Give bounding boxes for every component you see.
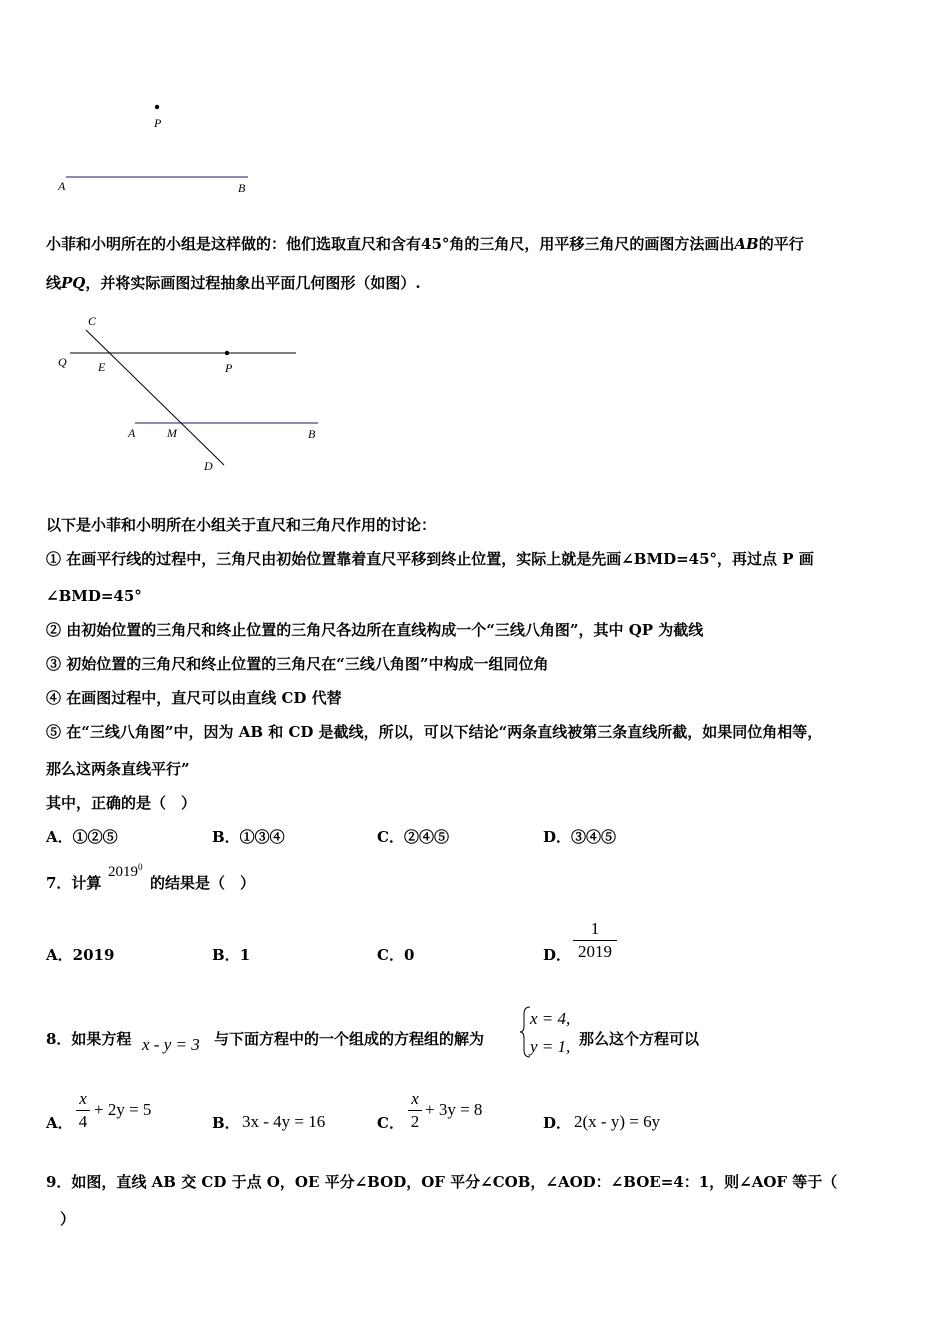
label-b2: B — [308, 427, 316, 441]
q8-system-line-2: y = 1, — [530, 1037, 571, 1056]
intro-text-2-end: ，并将实际画图过程抽象出平面几何图形（如图）. — [85, 274, 421, 292]
q7-option-c-text: 0 — [403, 946, 415, 964]
q6-option-d[interactable]: D．③④⑤ — [543, 828, 617, 846]
intro-ab: AB — [734, 235, 759, 253]
q7-option-b[interactable] — [212, 945, 250, 965]
q7-stem-end: 的结果是（ ） — [150, 874, 256, 892]
q8-stem-end: 那么这个方程可以 — [579, 1030, 700, 1048]
q7-option-b-text: 1 — [239, 946, 251, 964]
label-m: M — [167, 426, 177, 440]
question-6-prompt: 其中，正确的是（ ） — [46, 794, 197, 812]
figure-2-drawing — [0, 0, 950, 500]
q7-option-c[interactable] — [377, 945, 414, 965]
label-a: A — [58, 179, 66, 193]
label-a2: A — [128, 426, 136, 440]
q7-fraction-denominator: 2019 — [573, 940, 617, 963]
q8-system-line-1: x = 4, — [530, 1009, 571, 1028]
label-b: B — [238, 181, 246, 195]
label-p: P — [154, 116, 162, 130]
statement-3: ③ 初始位置的三角尺和终止位置的三角尺在“三线八角图”中构成一组同位角 — [46, 655, 549, 673]
q7-expression — [108, 862, 143, 881]
q6-option-b[interactable]: B．①③④ — [212, 828, 285, 846]
q7-fraction-numerator: 1 — [590, 919, 600, 938]
statement-4: ④ 在画图过程中，直尺可以由直线 CD 代替 — [46, 689, 342, 707]
q8-option-b-label[interactable]: B． — [212, 1114, 240, 1132]
label-e: E — [98, 360, 106, 374]
q8-option-a-rest[interactable]: + 2y = 5 — [94, 1100, 152, 1119]
label-d: D — [204, 459, 213, 473]
q7-option-a-label: A． — [46, 946, 73, 964]
q7-option-d-fraction[interactable] — [573, 918, 617, 963]
q8-option-d-text[interactable]: 2(x - y) = 6y — [574, 1112, 661, 1131]
q8-equation: x - y = 3 — [142, 1035, 200, 1054]
statement-1-line-1: ① 在画平行线的过程中，三角尺由初始位置靠着直尺平移到终止位置，实际上就是先画∠BMD=45°，再过点 P 画 — [46, 550, 814, 568]
q7-expr-exp: 0 — [138, 862, 143, 872]
q8-option-c-rest[interactable]: + 3y = 8 — [425, 1100, 483, 1119]
intro-text-1-end: 的平行 — [758, 235, 804, 253]
q6-option-c[interactable]: C．②④⑤ — [377, 828, 449, 846]
q8-option-a-label[interactable]: A． — [46, 1114, 73, 1132]
intro-text-2: 线 — [46, 274, 62, 292]
q7-stem-start: 7．计算 — [46, 874, 102, 892]
label-q: Q — [58, 355, 67, 369]
statement-1-line-2: ∠BMD=45° — [46, 587, 142, 605]
q7-option-c-label: C． — [377, 946, 404, 964]
label-c: C — [88, 314, 97, 328]
q8-option-c-label[interactable]: C． — [377, 1114, 404, 1132]
q9-line-1: 9．如图，直线 AB 交 CD 于点 O，OE 平分∠BOD，OF 平分∠COB，∠AOD：∠BOE=4：1，则∠AOF 等于（ — [46, 1173, 838, 1191]
statement-5-line-1: ⑤ 在“三线八角图”中，因为 AB 和 CD 是截线，所以，可以下结论“两条直线被第三条直线所截，如果同位角相等， — [46, 723, 823, 741]
q8-option-c-fraction[interactable] — [408, 1088, 422, 1133]
q8-a-numerator: x — [79, 1089, 87, 1108]
q8-stem-start: 8．如果方程 — [46, 1030, 132, 1048]
q8-option-b-text[interactable]: 3x - 4y = 16 — [242, 1112, 326, 1131]
discussion-intro: 以下是小菲和小明所在小组关于直尺和三角尺作用的讨论： — [46, 516, 437, 534]
q7-option-a-text: 2019 — [72, 946, 115, 964]
label-p2: P — [225, 361, 233, 375]
q8-option-d-label[interactable]: D． — [543, 1114, 572, 1132]
q8-option-a-fraction[interactable] — [76, 1088, 90, 1133]
q7-option-a[interactable] — [46, 945, 114, 965]
q7-option-d-label[interactable]: D． — [543, 946, 572, 964]
q7-expr-base: 2019 — [108, 864, 138, 880]
intro-text-1: 小菲和小明所在的小组是这样做的：他们选取直尺和含有45°角的三角尺，用平移三角尺的画图方法画出 — [46, 235, 735, 253]
q7-option-b-label: B． — [212, 946, 240, 964]
statement-5-line-2: 那么这两条直线平行” — [46, 760, 190, 778]
q9-line-2: ） — [60, 1210, 76, 1228]
q8-a-denominator: 4 — [76, 1110, 90, 1133]
q6-option-a[interactable]: A．①②⑤ — [46, 828, 118, 846]
q8-c-numerator: x — [411, 1089, 419, 1108]
intro-pq: PQ — [61, 274, 86, 292]
q8-c-denominator: 2 — [408, 1110, 422, 1133]
statement-2: ② 由初始位置的三角尺和终止位置的三角尺各边所在直线构成一个“三线八角图”，其中 QP 为截线 — [46, 621, 704, 639]
q8-stem-mid: 与下面方程中的一个组成的方程组的解为 — [214, 1030, 485, 1048]
